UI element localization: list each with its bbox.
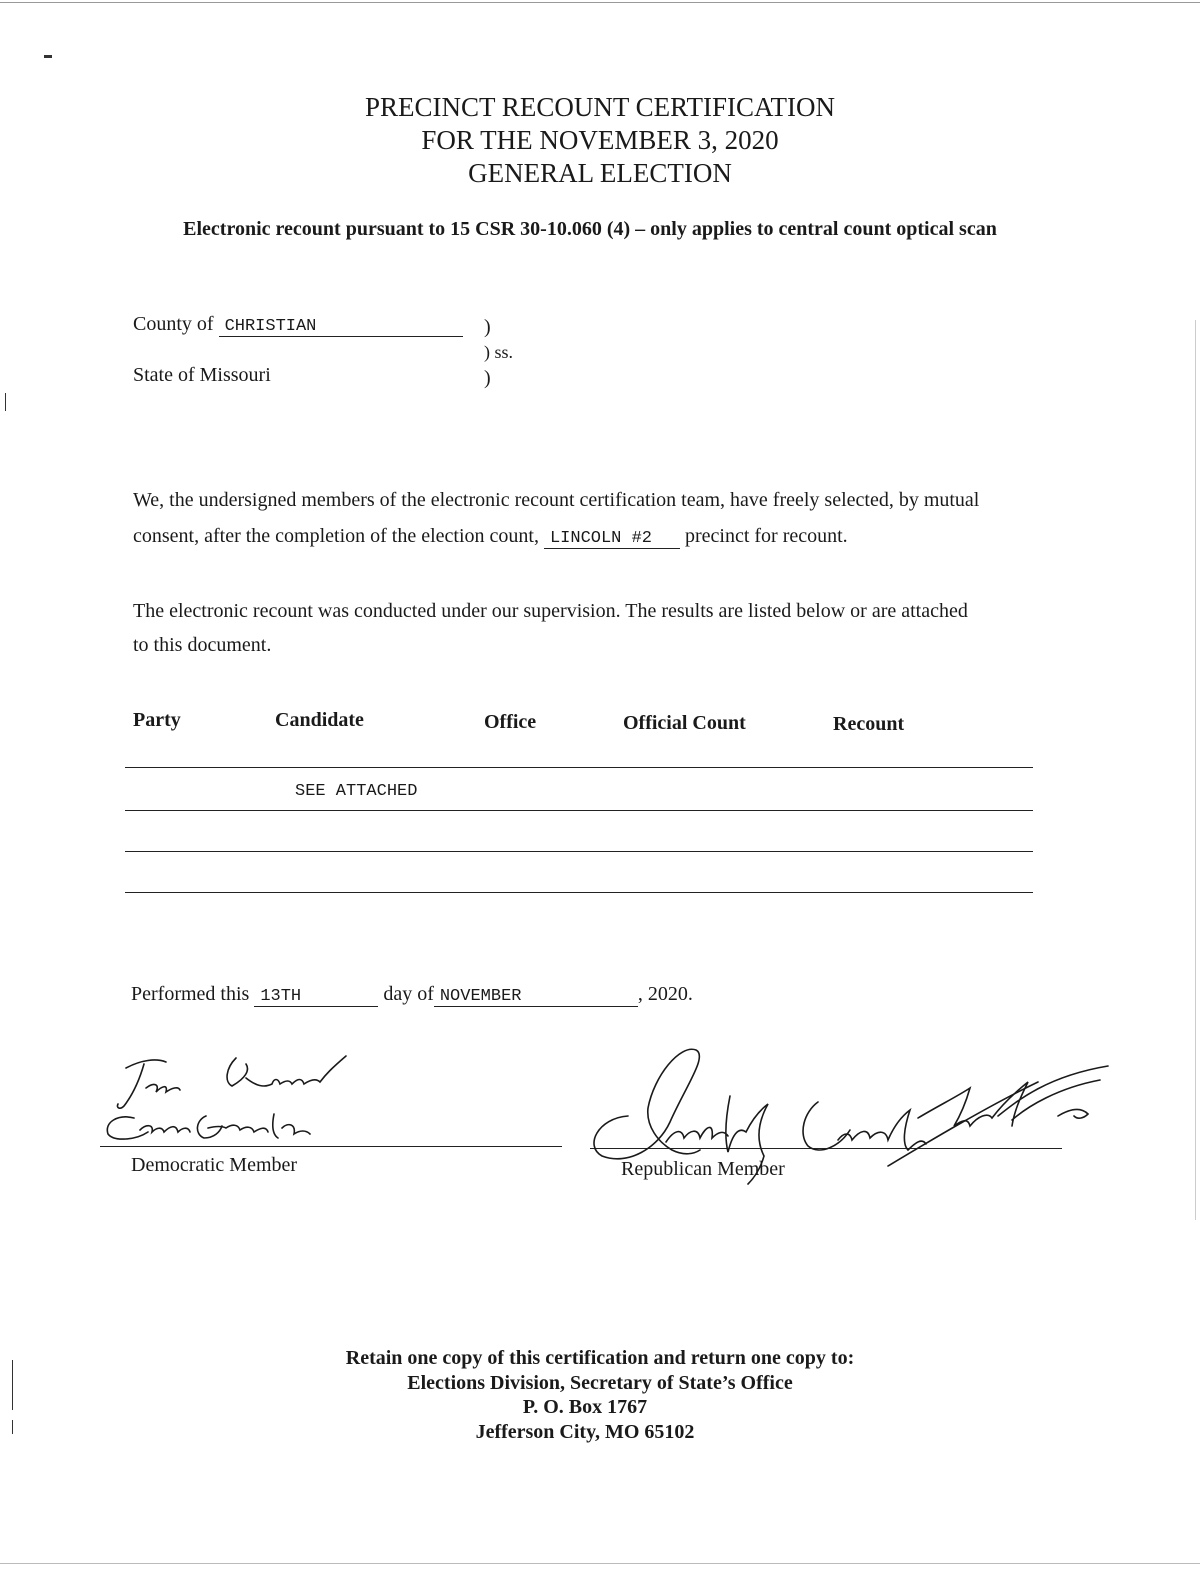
scan-mark — [44, 55, 52, 58]
table-header-recount: Recount — [833, 713, 905, 735]
page-title-line3: GENERAL ELECTION — [468, 158, 732, 188]
table-header-office: Office — [484, 711, 537, 733]
day-field: 13TH — [254, 987, 378, 1007]
footer-line3: P. O. Box 1767 — [522, 1396, 648, 1418]
paragraph2-line1: The electronic recount was conducted under our supervision. The results are listed below or are attached — [133, 600, 968, 622]
month-field: NOVEMBER — [434, 987, 638, 1007]
table-rule — [125, 810, 1033, 811]
page-title-line1: PRECINCT RECOUNT CERTIFICATION — [365, 92, 835, 122]
state-label: State of Missouri — [133, 364, 271, 386]
paragraph1-before: consent, after the completion of the election count, — [133, 525, 539, 547]
footer-line2: Elections Division, Secretary of State’s Office — [407, 1372, 793, 1394]
table-header-official-count: Official Count — [623, 712, 746, 734]
table-rule — [125, 892, 1033, 893]
page-title-line2: FOR THE NOVEMBER 3, 2020 — [421, 125, 779, 155]
day-of-label: day of — [383, 983, 434, 1005]
footer-line4: Jefferson City, MO 65102 — [475, 1421, 695, 1443]
democratic-member-label: Democratic Member — [131, 1154, 298, 1176]
table-rule — [125, 767, 1033, 768]
venue-paren-3: ) — [484, 367, 491, 389]
year-label: , 2020. — [637, 983, 693, 1005]
paragraph1-line2 — [133, 525, 848, 549]
precinct-field: LINCOLN #2 — [544, 529, 680, 549]
county-field: CHRISTIAN — [219, 317, 463, 337]
democratic-signature-image — [96, 1048, 396, 1158]
table-header-candidate: Candidate — [275, 709, 364, 731]
county-label: County of — [133, 313, 214, 335]
scan-edge-bottom — [0, 1563, 1200, 1564]
performed-label: Performed this — [131, 983, 250, 1005]
paragraph1-after: precinct for recount. — [684, 525, 848, 547]
page-subtitle: Electronic recount pursuant to 15 CSR 30-10.060 (4) – only applies to central count optical scan — [183, 218, 997, 240]
scan-edge-top — [0, 2, 1200, 3]
scan-mark — [5, 393, 6, 411]
republican-signature-image — [588, 1046, 1118, 1191]
table-header-party: Party — [133, 709, 181, 731]
scan-mark — [1195, 320, 1196, 1220]
paragraph2-line2: to this document. — [133, 634, 272, 656]
table-row-see-attached: SEE ATTACHED — [295, 782, 418, 801]
footer-line1: Retain one copy of this certification and return one copy to: — [345, 1347, 855, 1369]
county-row — [133, 313, 463, 337]
republican-member-label: Republican Member — [621, 1158, 785, 1180]
venue-paren-1: ) — [484, 316, 491, 338]
table-rule — [125, 851, 1033, 852]
performed-row — [131, 983, 693, 1007]
paragraph1-line1: We, the undersigned members of the electronic recount certification team, have freely selected, by mutual — [133, 489, 980, 511]
venue-paren-2: ) ss. — [484, 342, 514, 362]
